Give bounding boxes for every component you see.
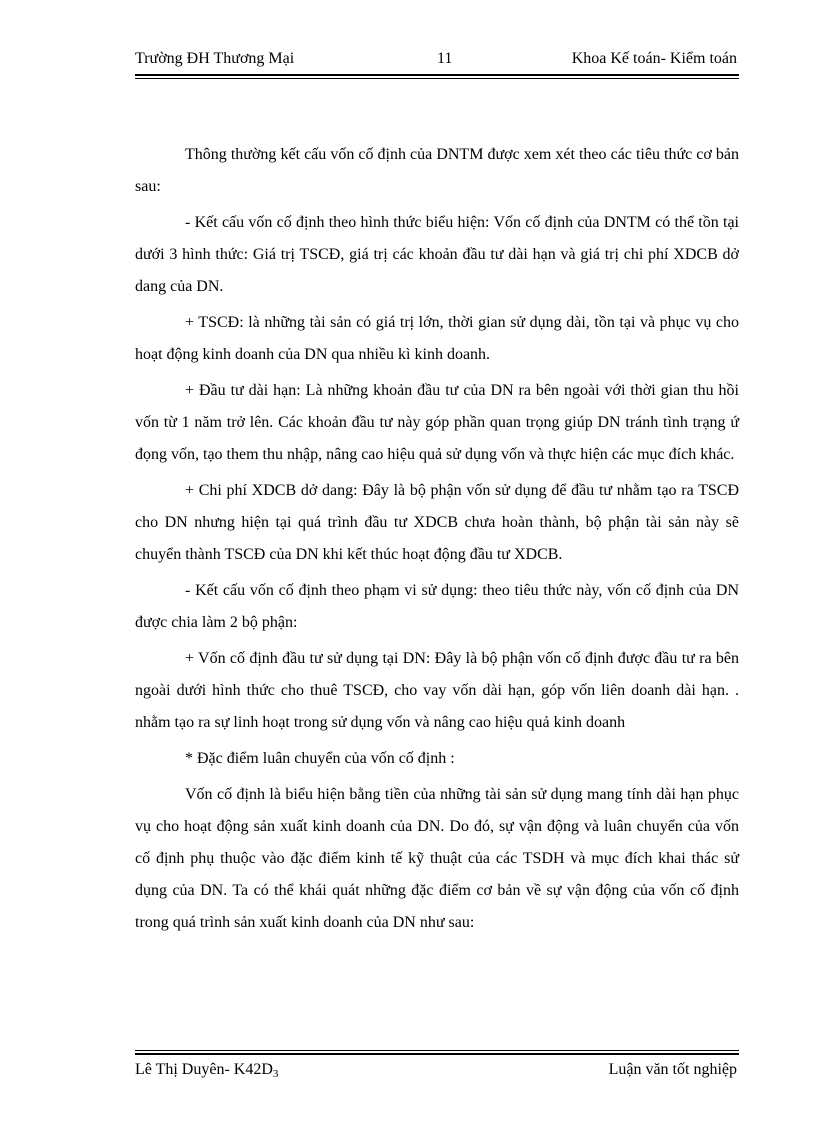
- paragraph: - Kết cấu vốn cố định theo hình thức biểu hiện: Vốn cố định của DNTM có thể tồn tại dưới 3 hình thức: Giá trị TSCĐ, giá trị các khoản đầu tư dài hạn và giá trị chi phí XDCB dở dang của DN.: [135, 214, 739, 295]
- header-rule-thick: [135, 74, 739, 76]
- paragraph: + Vốn cố định đầu tư sử dụng tại DN: Đây là bộ phận vốn cố định được đầu tư ra bên ngoài dưới hình thức cho thuê TSCĐ, cho vay vốn dài hạn, góp vốn liên doanh dài hạn. . nhằm tạo ra sự linh hoạt trong sử dụng vốn và nâng cao hiệu quả kinh doanh: [135, 650, 739, 731]
- paragraph: + TSCĐ: là những tài sản có giá trị lớn, thời gian sử dụng dài, tồn tại và phục vụ cho hoạt động kinh doanh của DN qua nhiều kì kinh doanh.: [135, 314, 739, 363]
- footer-author-name: Lê Thị Duyên- K42D: [135, 1061, 273, 1078]
- header-rule-thin: [135, 78, 739, 79]
- page-header: [135, 48, 737, 72]
- footer-author-subscript: 3: [272, 1068, 279, 1080]
- header-faculty: Khoa Kế toán- Kiểm toán: [571, 50, 737, 67]
- footer-author: [135, 1059, 278, 1085]
- header-page-number: 11: [437, 50, 453, 67]
- page-footer: [135, 1059, 737, 1083]
- paragraph: Vốn cố định là biểu hiện bằng tiền của những tài sản sử dụng mang tính dài hạn phục vụ cho hoạt động sản xuất kinh doanh của DN. Do đó, sự vận động và luân chuyển của vốn cố định phụ thuộc vào đặc điểm kinh tế kỹ thuật của các TSDH và mục đích khai thác sử dụng của DN. Ta có thể khái quát những đặc điểm cơ bản về sự vận động của vốn cố định trong quá trình sản xuất kinh doanh của DN như sau:: [135, 786, 739, 931]
- paragraph: Thông thường kết cấu vốn cố định của DNTM được xem xét theo các tiêu thức cơ bản sau:: [135, 146, 739, 195]
- header-school: Trường ĐH Thương Mại: [135, 50, 295, 67]
- footer-rule-thin: [135, 1050, 739, 1051]
- footer-document-type: Luận văn tốt nghiệp: [608, 1061, 737, 1078]
- paragraph: - Kết cấu vốn cố định theo phạm vi sử dụng: theo tiêu thức này, vốn cố định của DN được chia làm 2 bộ phận:: [135, 582, 739, 631]
- footer-rule-thick: [135, 1053, 739, 1055]
- paragraph: * Đặc điểm luân chuyển của vốn cố định :: [185, 750, 455, 767]
- paragraph: + Đầu tư dài hạn: Là những khoản đầu tư của DN ra bên ngoài với thời gian thu hồi vốn từ 1 năm trở lên. Các khoản đầu tư này góp phần quan trọng giúp DN tránh tình trạng ứ đọng vốn, tạo them thu nhập, nâng cao hiệu quả sử dụng vốn và thực hiện các mục đích khác.: [135, 382, 739, 463]
- body-text: [135, 139, 739, 943]
- paragraph: + Chi phí XDCB dở dang: Đây là bộ phận vốn sử dụng để đầu tư nhằm tạo ra TSCĐ cho DN nhưng hiện tại quá trình đầu tư XDCB chưa hoàn thành, bộ phận tài sản này sẽ chuyển thành TSCĐ của DN khi kết thúc hoạt động đầu tư XDCB.: [135, 482, 739, 563]
